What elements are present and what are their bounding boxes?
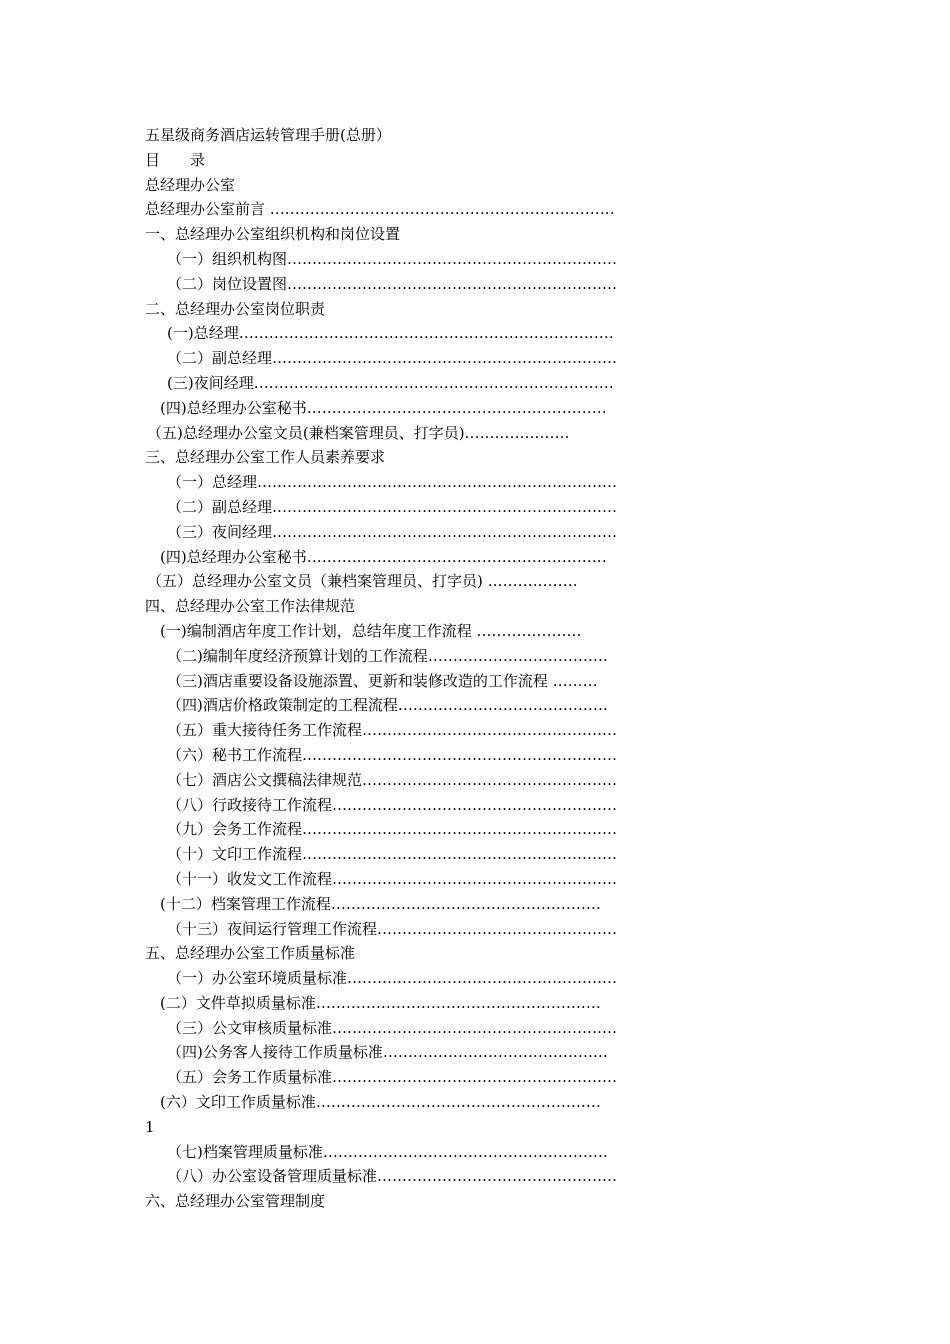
toc-line: （十一）收发文工作流程…………………………………………………: [167, 869, 618, 888]
toc-line: （九）会务工作流程………………………………………………………: [167, 820, 618, 839]
contents-heading: [145, 148, 745, 173]
table-of-contents: [145, 123, 745, 1214]
toc-line: （三）公文审核质量标准…………………………………………………: [167, 1018, 618, 1037]
toc-line: 六、总经理办公室管理制度: [145, 1192, 326, 1211]
toc-line: 一、总经理办公室组织机构和岗位设置: [145, 225, 401, 244]
document-title: 五星级商务酒店运转管理手册(总册）: [145, 126, 391, 144]
toc-line: （三）夜间经理……………………………………………………………: [167, 522, 618, 541]
toc-line: （一）组织机构图…………………………………………………………: [167, 249, 618, 268]
toc-line: 四、总经理办公室工作法律规范: [145, 597, 356, 616]
toc-line: (十二）档案管理工作流程………………………………………………: [160, 894, 601, 913]
toc-line: (二）文件草拟质量标准…………………………………………………: [160, 993, 601, 1012]
toc-line: (四)总经理办公室秘书……………………………………………………: [160, 398, 607, 417]
toc-line: （四)公务客人接待工作质量标准………………………………………: [167, 1043, 608, 1062]
toc-line: （三)酒店重要设备设施添置、更新和装修改造的工作流程 ………: [167, 671, 598, 690]
toc-line: （十三）夜间运行管理工作流程…………………………………………: [167, 919, 618, 938]
toc-line: (一)总经理…………………………………………………………………: [167, 324, 614, 343]
toc-line: （二)编制年度经济预算计划的工作流程………………………………: [167, 646, 608, 665]
toc-line: （五）会务工作质量标准…………………………………………………: [167, 1068, 618, 1087]
toc-line: （七)档案管理质量标准…………………………………………………: [167, 1142, 608, 1161]
toc-line: （八）行政接待工作流程…………………………………………………: [167, 795, 618, 814]
toc-line: （四)酒店价格政策制定的工程流程……………………………………: [167, 696, 608, 715]
toc-line: 1: [145, 1117, 155, 1136]
toc-line: （六）秘书工作流程………………………………………………………: [167, 745, 618, 764]
toc-line: （五）总经理办公室文员（兼档案管理员、打字员) ………………: [147, 572, 578, 591]
contents-label-right: 录: [190, 150, 206, 169]
toc-line: 三、总经理办公室工作人员素养要求: [145, 448, 386, 467]
contents-label-left: 目: [145, 150, 161, 169]
toc-line: 总经理办公室: [145, 175, 236, 194]
toc-line: （二）副总经理……………………………………………………………: [167, 349, 618, 368]
toc-line: （一）总经理………………………………………………………………: [167, 473, 618, 492]
toc-line: （五)总经理办公室文员(兼档案管理员、打字员)…………………: [147, 423, 570, 442]
toc-line: （七）酒店公文撰稿法律规范……………………………………………: [167, 770, 618, 789]
toc-line: (三)夜间经理………………………………………………………………: [167, 373, 614, 392]
toc-line: (六）文印工作质量标准…………………………………………………: [160, 1093, 601, 1112]
toc-line: （十）文印工作流程………………………………………………………: [167, 845, 618, 864]
toc-line: （一）办公室环境质量标准………………………………………………: [167, 969, 618, 988]
toc-line: (四)总经理办公室秘书……………………………………………………: [160, 547, 607, 566]
toc-line: 总经理办公室前言 ……………………………………………………………: [145, 200, 615, 219]
toc-lines: [145, 173, 745, 1214]
toc-line: (一)编制酒店年度工作计划，总结年度工作流程 …………………: [160, 621, 582, 640]
toc-line: （五）重大接待任务工作流程……………………………………………: [167, 721, 618, 740]
toc-line: （二）岗位设置图…………………………………………………………: [167, 274, 618, 293]
toc-line: 二、总经理办公室岗位职责: [145, 299, 326, 318]
toc-line: 五、总经理办公室工作质量标准: [145, 944, 356, 963]
toc-line: （二）副总经理……………………………………………………………: [167, 497, 618, 516]
toc-line: （八）办公室设备管理质量标准…………………………………………: [167, 1167, 618, 1186]
